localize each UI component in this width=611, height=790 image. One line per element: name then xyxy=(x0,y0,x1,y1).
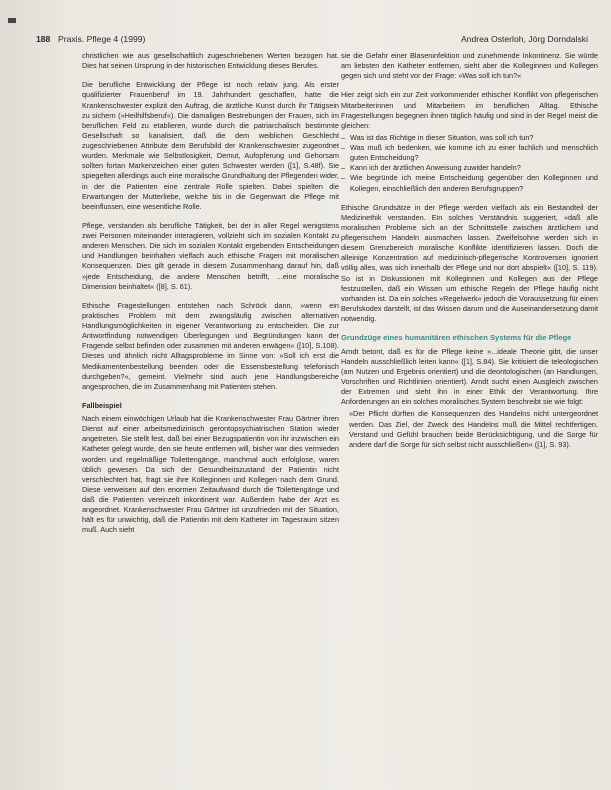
paragraph: Hier zeigt sich ein zur Zeit vorkommender ethischer Konflikt von pflegerischen Mitarbeiterinnen und Mitarbeitern im beruflichen Alltag. Ethische Fragestellungen begegnen ihnen täglich häufig und sind in der Regel meist die gleichen: xyxy=(341,90,598,130)
journal-citation: Praxis. Pflege 4 (1999) xyxy=(58,34,146,44)
list-item: – Wie begründe ich meine Entscheidung gegenüber den Kolleginnen und Kollegen, einschließlich den anderen Berufsgruppen? xyxy=(350,173,598,193)
list-item: – Was ist das Richtige in dieser Situation, was soll ich tun? xyxy=(350,133,598,143)
punch-mark xyxy=(8,18,16,23)
paragraph: Nach einem einwöchigen Urlaub hat die Krankenschwester Frau Gärtner ihren Dienst auf einer arbeitsmedizinisch gerontopsychiatrischen Station wieder angetreten. Sie stellt fest, daß bei einer Bezugspatientin von ihr inzwischen ein Katheter gelegt wurde, den sie heute entfernen will, bisher war dies vermieden worden und regelmäßige Toilettengänge, manchmal auch erfolglose, waren üblich gewesen. Da sich der Gesundheitszustand der Patientin nicht verschlechtert hat, fragt sie ihre Kolleginnen und Kollegen nach dem Grund. Diese verweisen auf den enormen Zeitaufwand durch die Toilettengänge und daß die Patienten vereinzelt inkontinent war. Außerdem habe der Arzt es angeordnet. Krankenschwester Frau Gärtner ist unzufrieden mit der Situation, hält es für unwichtig, daß die Patientin mit dem Katheter im Tagesraum sitzen muß. Auch sieht xyxy=(82,414,339,535)
left-column xyxy=(82,51,339,545)
right-column xyxy=(341,51,598,459)
list-item: – Was muß ich bedenken, wie komme ich zu einer fachlich und menschlich guten Entscheidung? xyxy=(350,143,598,163)
paragraph: Die berufliche Entwicklung der Pflege ist noch relativ jung. Als erster qualifizierter Frauenberuf im 19. Jahrhundert geschaffen, hatte die Krankenschwester explizit den Auftrag, die ärztliche Kunst durch ihr Tätigsein zu sichern (»Heilhilfsberuf«). Die damaligen Bestrebungen der Frauen, sich im beruflichen Feld zu etablieren, wurde durch die patriarchalisch bestimmte Gesellschaft so kanalisiert, daß die dem weiblichen Geschlecht zugeschriebenen Attribute dem Berufsbild der Krankenschwester zugeordnet wurden. Merkmale wie Selbstlosigkeit, Demut, Aufopferung und Gehorsam sollten fortan Markenzeichen einer guten Schwester werden ([1], S.48f). Sie spiegelten allerdings auch eine moralische Grundhaltung der Pflegenden wider, in der die Patienten eine zentrale Rolle spielten. Dabei spielten die Erwartungen der Mutterliebe, welche bis in die Gegenwart die Pflege mit beeinflussen, eine wesentliche Rolle. xyxy=(82,80,339,211)
paragraph: Ethische Grundsätze in der Pflege werden vielfach als ein Bestandteil der Medizinethik verstanden. Ein solches Verständnis suggeriert, »daß alle moralischen Probleme sich an der Schnittstelle zwischen ärztlichem und pflegerischem Handeln ausmachen lassen. Zweifelsohne werden sich in diesem Grenzbereich moralische Konflikte identifizieren lassen. Doch die alleinige Konzentration auf medizinisch-pflegerische Kontroversen ignoriert völlig alles, was sich innerhalb der Pflege und nur dort abspielt« ([10], S. 119). So ist in Diskussionen mit Kolleginnen und Kollegen aus der Pflege festzustellen, daß ein Wissen um ethische Regeln der Pflege häufig nicht vorhanden ist. Da ein solches »Regelwerk« jedoch die Voraussetzung für einen Berufskodex darstellt, ist das Wissen darum und die Auseinandersetzung damit notwendig. xyxy=(341,202,598,323)
paragraph: Pflege, verstanden als berufliche Tätigkeit, bei der in aller Regel wenigstens zwei Personen miteinander interagieren, vollzieht sich im sozialen Kontakt zu anderen Menschen. Die sich im sozialen Kontakt ergebenden Entscheidungen und Handlungen beinhalten vielfach auch ethische Fragen mit moralischen Konsequenzen. Dies gilt gerade in diesem Zusammenhang darauf hin, daß »jede Entscheidung, die andere Menschen betrifft, ...eine moralische Dimension beinhaltet« ([8], S. 61). xyxy=(82,220,339,291)
paragraph: sie die Gefahr einer Blaseninfektion und zunehmende Inkontinenz. Sie würde am liebsten den Katheter entfernen, sieht aber die Kolleginnen und Kollegen gegen sich und steht vor der Frage: »Was soll ich tun?« xyxy=(341,51,598,81)
paragraph: christlichen wie aus gesellschaftlich zugeschriebenen Werten bezogen hat. Dies hat seinen Ursprung in der historischen Entwicklung dieses Berufes. xyxy=(82,51,339,71)
question-list xyxy=(341,133,598,194)
authors: Andrea Osterloh, Jörg Dorndalski xyxy=(460,34,588,44)
case-heading: Fallbeispiel xyxy=(82,400,122,410)
list-item: – Kann ich der ärztlichen Anweisung zuwider handeln? xyxy=(350,163,598,173)
block-quote: »Der Pflicht dürften die Konsequenzen des Handelns nicht untergeordnet werden. Das Ziel, der Zweck des Handelns muß die Mittel rechtfertigen. Verstand und Gefühl brauchen beide Berücksichtigung, und die Sorge für andere darf die Sorge für sich selbst nicht ausschließen« ([1], S. 93). xyxy=(349,409,598,449)
section-title: Grundzüge eines humanitären ethischen Systems für die Pflege xyxy=(341,333,572,343)
running-header xyxy=(36,34,588,46)
paragraph: Ethische Fragestellungen entstehen nach Schröck dann, »wenn ein praktisches Problem mit dem zwangsläufig zwischen alternativen Handlungsmöglichkeiten in eigener Verantwortung zu entscheiden. Die zur Antwortfindung notwendigen Überlegungen und Begründungen kann der Fragende selbst befinden oder zusammen mit anderen erwägen« ([10], S.108). Dieses und ähnlich nicht Alltagsprobleme im Sinne von: »Soll ich erst die Medikamentenbestellung beenden oder die Essensbestellung telefonisch durchgeben?«, gemeint. Vielmehr sind auch jene Handlungsbereiche angesprochen, die im Zusammenhang mit Patienten stehen. xyxy=(82,300,339,391)
paragraph: Arndt betont, daß es für die Pflege keine »...ideale Theorie gibt, die unser Handeln ausschließlich leiten kann« ([1], S.84). Sie kritisiert die teleologischen (am Nutzen und Ergebnis orientiert) und die deontologischen (an Handlungen, Vorschriften und Richtlinien orientiert). Arndt sucht einen Ausgleich zwischen der Extremen und sieht ihn in einer Ethik der Verantwortung. Ihre Anforderungen an ein solches moralisches System beschreibt sie wie folgt: xyxy=(341,346,598,407)
page-number: 188 xyxy=(36,34,51,44)
